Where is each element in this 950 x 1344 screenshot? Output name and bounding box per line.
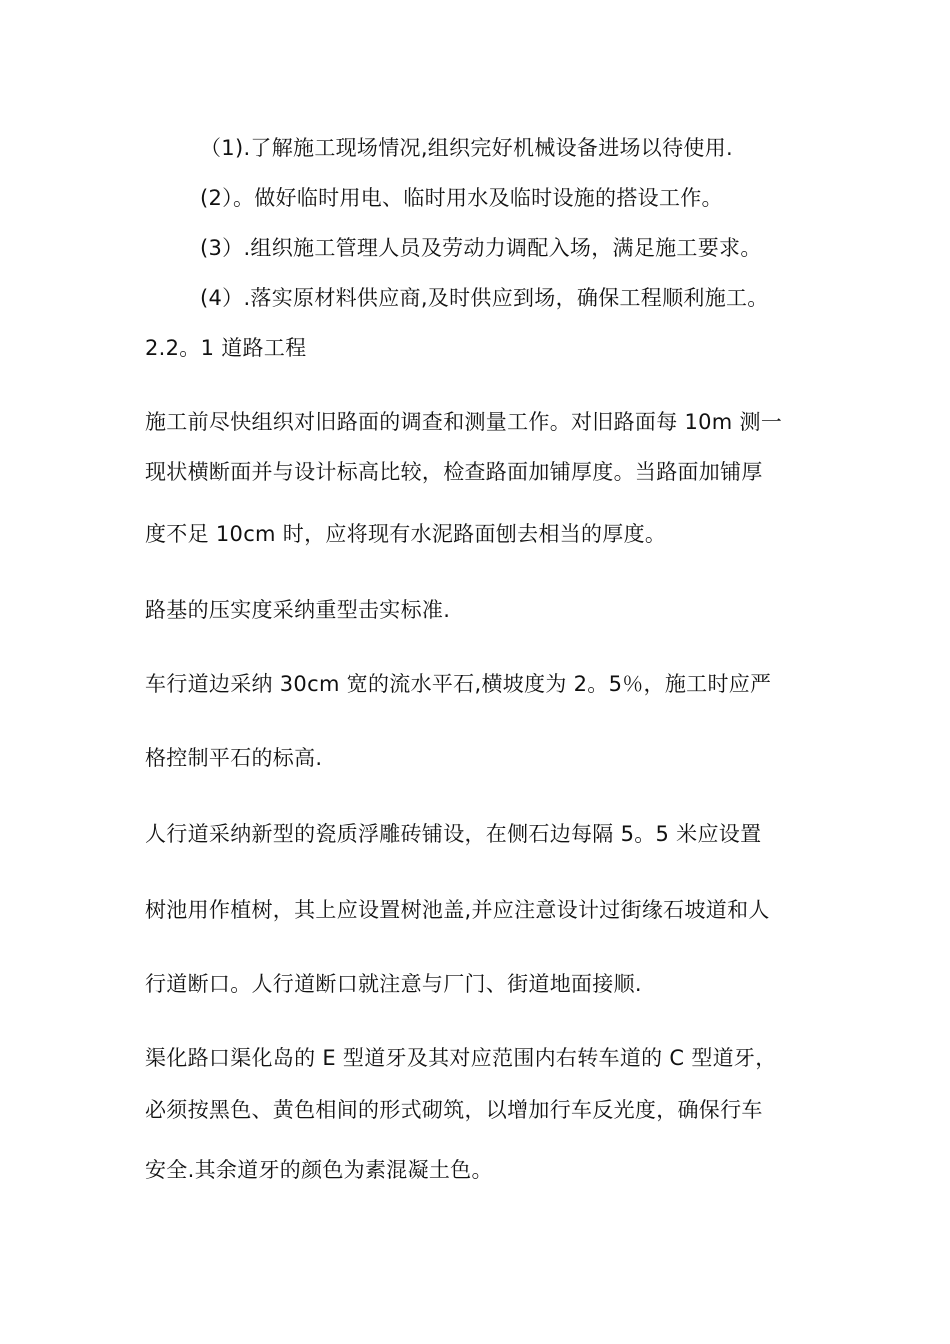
paragraph-1-line-2: 现状横断面并与设计标高比较，检查路面加铺厚度。当路面加铺厚 bbox=[145, 460, 763, 484]
paragraph-2-line-1: 路基的压实度采纳重型击实标准. bbox=[145, 598, 451, 622]
paragraph-5-line-2: 必须按黑色、黄色相间的形式砌筑，以增加行车反光度，确保行车 bbox=[145, 1098, 763, 1122]
paragraph-5-line-1: 渠化路口渠化岛的 E 型道牙及其对应范围内右转车道的 C 型道牙， bbox=[145, 1046, 777, 1070]
list-item-1: （1).了解施工现场情况,组织完好机械设备进场以待使用. bbox=[200, 136, 733, 160]
paragraph-1-line-3: 度不足 10cm 时，应将现有水泥路面刨去相当的厚度。 bbox=[145, 522, 667, 546]
paragraph-1-line-1: 施工前尽快组织对旧路面的调查和测量工作。对旧路面每 10m 测一 bbox=[145, 410, 783, 434]
list-item-3: (3）.组织施工管理人员及劳动力调配入场，满足施工要求。 bbox=[200, 236, 762, 260]
list-item-4: (4）.落实原材料供应商,及时供应到场，确保工程顺利施工。 bbox=[200, 286, 769, 310]
paragraph-3-line-1: 车行道边采纳 30cm 宽的流水平石,横坡度为 2。5％，施工时应严 bbox=[145, 672, 772, 696]
paragraph-4-line-2: 树池用作植树，其上应设置树池盖,并应注意设计过街缘石坡道和人 bbox=[145, 898, 770, 922]
list-item-2: (2）。做好临时用电、临时用水及临时设施的搭设工作。 bbox=[200, 186, 723, 210]
section-heading: 2.2。1 道路工程 bbox=[145, 336, 307, 360]
paragraph-4-line-3: 行道断口。人行道断口就注意与厂门、街道地面接顺. bbox=[145, 972, 642, 996]
paragraph-3-line-2: 格控制平石的标高. bbox=[145, 746, 323, 770]
paragraph-4-line-1: 人行道采纳新型的瓷质浮雕砖铺设，在侧石边每隔 5。5 米应设置 bbox=[145, 822, 762, 846]
paragraph-5-line-3: 安全.其余道牙的颜色为素混凝土色。 bbox=[145, 1158, 493, 1182]
